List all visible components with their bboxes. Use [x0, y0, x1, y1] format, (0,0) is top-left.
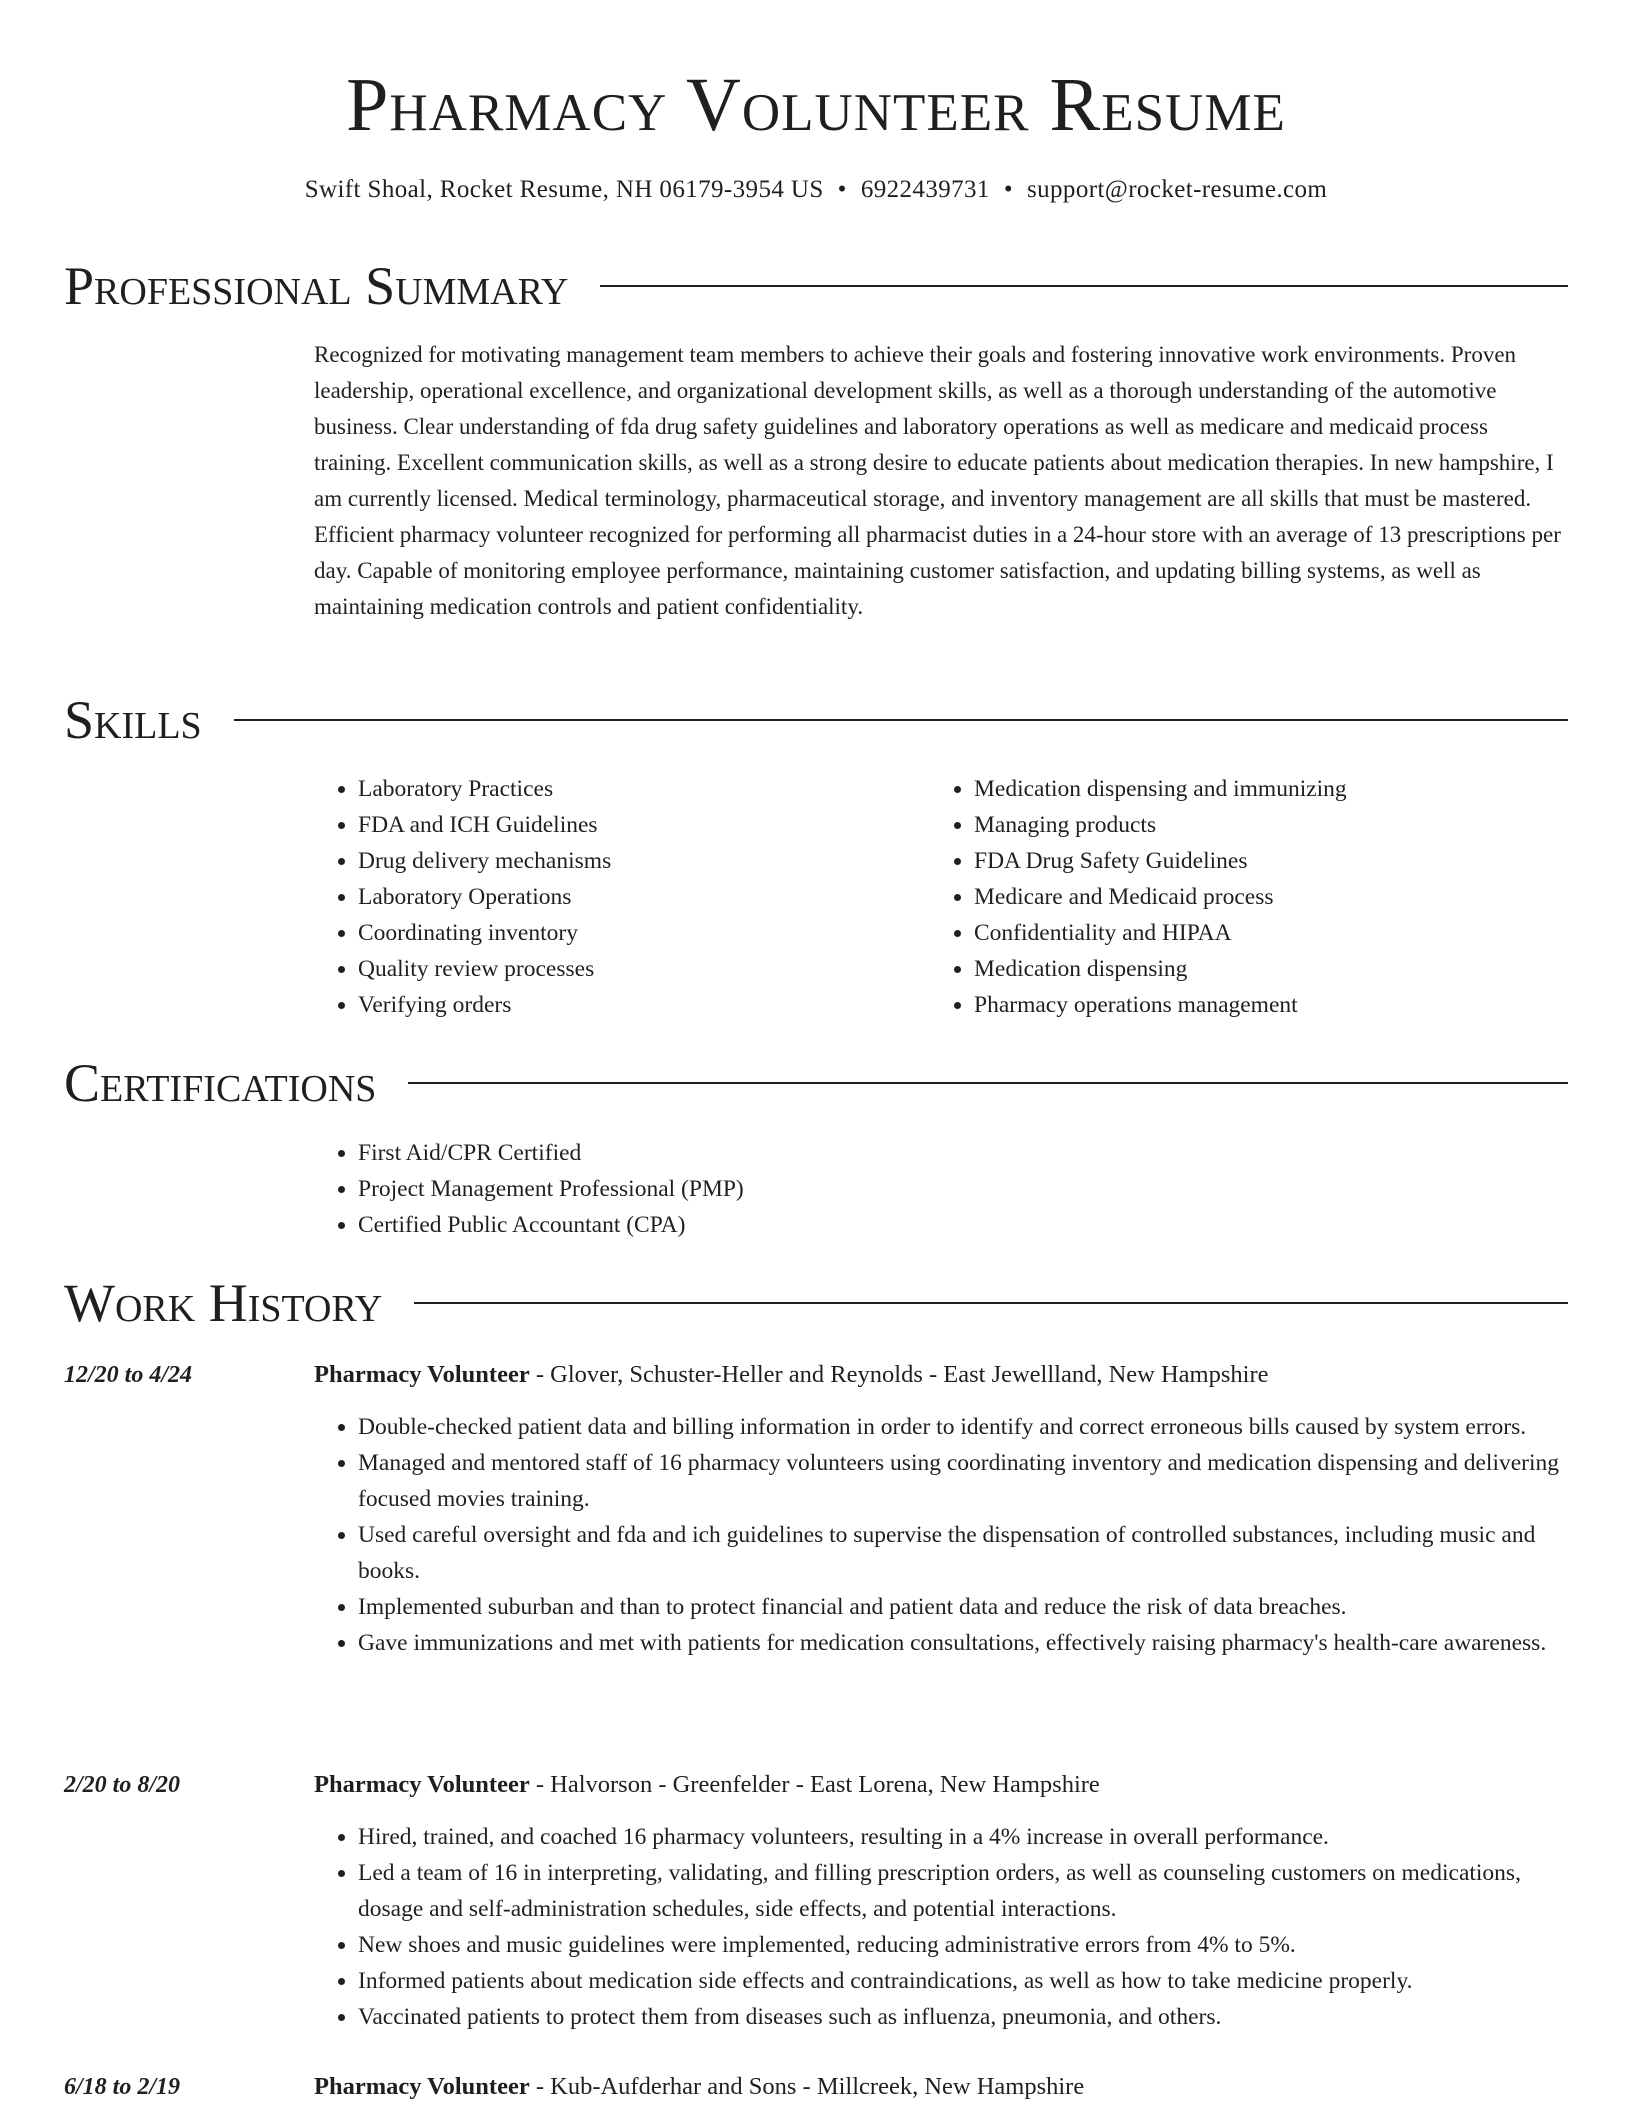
job-bullet: • Gave immunizations and met with patients for medication consultations, effectively raising pharmacy's health-care awareness. — [358, 1625, 1570, 1661]
skill-item: • Medicare and Medicaid process — [974, 879, 1570, 915]
job-dates: 2/20 to 8/20 — [64, 1772, 181, 1798]
job-role-line — [314, 1767, 1100, 1803]
job-bullet: • Managed and mentored staff of 16 pharmacy volunteers using coordinating inventory and medication dispensing and delivering focused movies training. — [358, 1445, 1570, 1517]
job-dates: 6/18 to 2/19 — [64, 2074, 181, 2100]
skill-item: • Drug delivery mechanisms — [358, 843, 874, 879]
certifications-bullets — [314, 1135, 1214, 1243]
job-bullet: • Used careful oversight and fda and ich guidelines to supervise the dispensation of controlled substances, including music and books. — [358, 1517, 1570, 1589]
skill-item: • Laboratory Operations — [358, 879, 874, 915]
job-bullet: • Led a team of 16 in interpreting, validating, and filling prescription orders, as well as counseling customers on medications, dosage and self-administration schedules, side effects, and potential interactions. — [358, 1855, 1570, 1927]
skills-list-right — [930, 771, 1570, 1023]
job-employer-location: - Halvorson - Greenfelder - East Lorena, New Hampshire — [529, 1771, 1100, 1798]
skill-item: • FDA Drug Safety Guidelines — [974, 843, 1570, 879]
work-history-heading: Work History — [64, 1273, 383, 1333]
section-divider — [600, 285, 1568, 287]
skills-column-right — [930, 771, 1570, 1023]
summary-section-header — [64, 254, 1568, 318]
job-employer-location: - Glover, Schuster-Heller and Reynolds - East Jewellland, New Hampshire — [529, 1361, 1269, 1388]
summary-heading: Professional Summary — [64, 256, 569, 316]
contact-line — [0, 172, 1632, 208]
job-bullets — [314, 1819, 1570, 2035]
job-employer-location: - Kub-Aufderhar and Sons - Millcreek, New Hampshire — [529, 2073, 1085, 2100]
job-role-line — [314, 2069, 1084, 2105]
job-role-line — [314, 1357, 1269, 1393]
certifications-heading: Certifications — [64, 1053, 377, 1113]
job-dates: 12/20 to 4/24 — [64, 1362, 193, 1388]
certification-item: • Project Management Professional (PMP) — [358, 1171, 1214, 1207]
contact-email: support@rocket-resume.com — [1026, 176, 1328, 203]
certifications-section-header — [64, 1051, 1568, 1115]
skill-item: • FDA and ICH Guidelines — [358, 807, 874, 843]
skills-list-left — [314, 771, 874, 1023]
job-bullets — [314, 1409, 1570, 1661]
job-position: Pharmacy Volunteer — [314, 1771, 530, 1798]
skill-item: • Managing products — [974, 807, 1570, 843]
skills-column-left — [314, 771, 874, 1023]
summary-text: Recognized for motivating management team members to achieve their goals and fostering innovative work environments. Proven leadership, operational excellence, and organizational development skills, as well as a thorough understanding of the automotive business. Clear understanding of fda drug safety guidelines and laboratory operations as well as medicare and medicaid process training. Excellent communication skills, as well as a strong desire to educate patients about medication therapies. In new hampshire, I am currently licensed. Medical terminology, pharmaceutical storage, and inventory management are all skills that must be mastered. Efficient pharmacy volunteer recognized for performing all pharmacist duties in a 24-hour store with an average of 13 prescriptions per day. Capable of monitoring employee performance, maintaining customer satisfaction, and updating billing systems, as well as maintaining medication controls and patient confidentiality. — [314, 342, 1561, 619]
skill-item: • Pharmacy operations management — [974, 987, 1570, 1023]
contact-separator: • — [1003, 176, 1013, 203]
job-position: Pharmacy Volunteer — [314, 2073, 530, 2100]
skill-item: • Medication dispensing and immunizing — [974, 771, 1570, 807]
job-bullet: • Informed patients about medication side effects and contraindications, as well as how to take medicine properly. — [358, 1963, 1570, 1999]
certifications-list — [314, 1135, 1214, 1243]
work-history-section-header — [64, 1271, 1568, 1335]
job-bullet: • New shoes and music guidelines were implemented, reducing administrative errors from 4% to 5%. — [358, 1927, 1570, 1963]
section-divider — [414, 1302, 1568, 1304]
resume-title: Pharmacy Volunteer Resume — [346, 63, 1286, 147]
skill-item: • Verifying orders — [358, 987, 874, 1023]
section-divider — [234, 719, 1568, 721]
job-bullet: • Hired, trained, and coached 16 pharmacy volunteers, resulting in a 4% increase in overall performance. — [358, 1819, 1570, 1855]
skills-heading: Skills — [64, 690, 202, 750]
skill-item: • Coordinating inventory — [358, 915, 874, 951]
certification-item: • First Aid/CPR Certified — [358, 1135, 1214, 1171]
job-bullet: • Double-checked patient data and billing information in order to identify and correct erroneous bills caused by system errors. — [358, 1409, 1570, 1445]
job-position: Pharmacy Volunteer — [314, 1361, 530, 1388]
section-divider — [408, 1082, 1568, 1084]
skill-item: • Medication dispensing — [974, 951, 1570, 987]
job-bullet: • Implemented suburban and than to protect financial and patient data and reduce the risk of data breaches. — [358, 1589, 1570, 1625]
contact-phone: 6922439731 — [860, 176, 990, 203]
skill-item: • Quality review processes — [358, 951, 874, 987]
contact-address: Swift Shoal, Rocket Resume, NH 06179-3954 US — [304, 176, 824, 203]
job-bullet: • Vaccinated patients to protect them from diseases such as influenza, pneumonia, and others. — [358, 1999, 1570, 2035]
skill-item: • Laboratory Practices — [358, 771, 874, 807]
certification-item: • Certified Public Accountant (CPA) — [358, 1207, 1214, 1243]
skill-item: • Confidentiality and HIPAA — [974, 915, 1570, 951]
skills-section-header — [64, 688, 1568, 752]
contact-separator: • — [837, 176, 847, 203]
